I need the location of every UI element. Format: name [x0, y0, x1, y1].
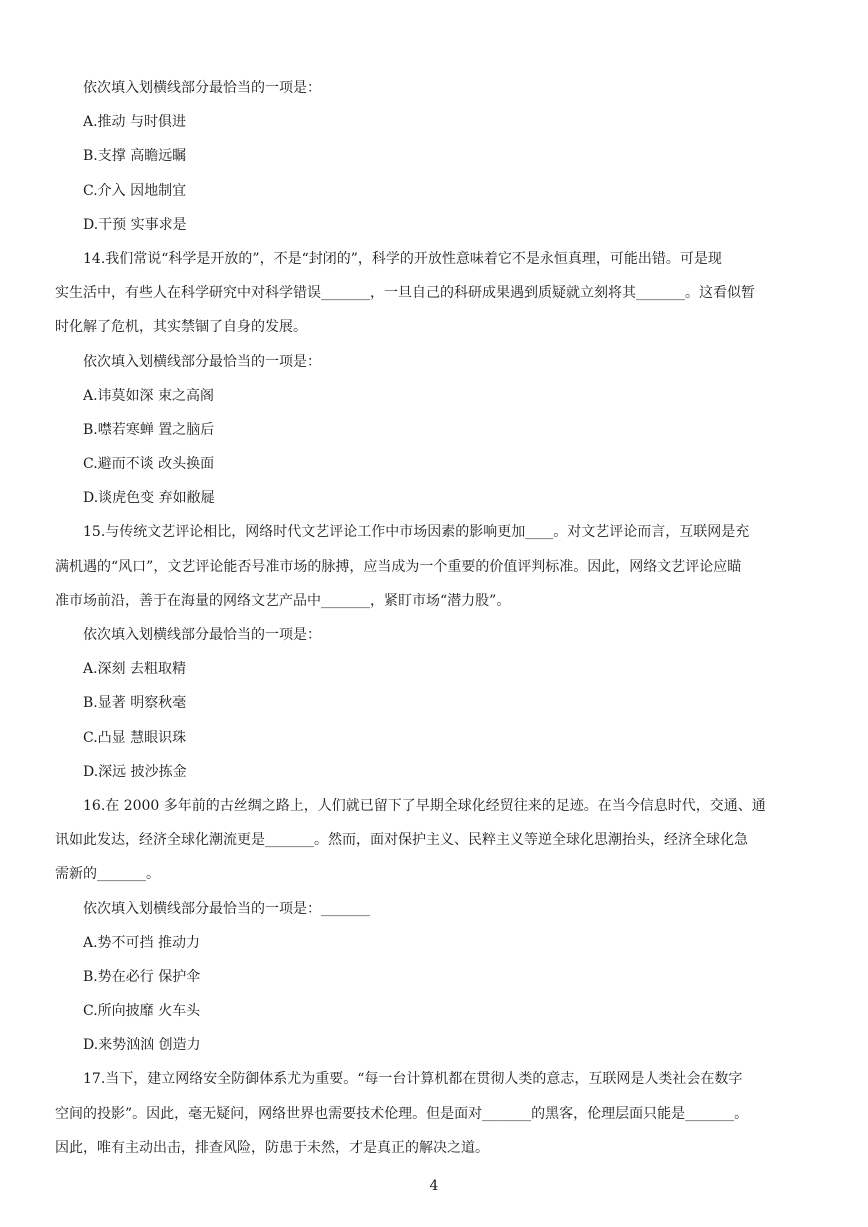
stem-line: 讯如此发达，经济全球化潮流更是_______。然而，面对保护主义、民粹主义等逆全球化思潮抬头，经济全球化急 — [55, 832, 748, 849]
option-b: B.支撑 高瞻远瞩 — [83, 148, 187, 165]
option-d: D.干预 实事求是 — [83, 216, 187, 233]
question-17 — [55, 1062, 813, 1165]
question-15 — [55, 515, 813, 789]
page-content — [55, 71, 813, 1165]
stem-line: 因此，唯有主动出击，排查风险，防患于未然，才是真正的解决之道。 — [55, 1139, 489, 1156]
option-d: D.深远 披沙拣金 — [83, 763, 187, 780]
option-c: C.介入 因地制宜 — [83, 182, 187, 199]
option-c: C.所向披靡 火车头 — [83, 1003, 201, 1020]
option-b: B.势在必行 保护伞 — [83, 968, 201, 985]
question-14 — [55, 242, 813, 516]
stem-line: 实生活中，有些人在科学研究中对科学错误_______，一旦自己的科研成果遇到质疑就立刻将其_______。这看似暂 — [55, 285, 755, 302]
option-b: B.显著 明察秋毫 — [83, 695, 187, 712]
page-number: 4 — [429, 1178, 439, 1194]
question-13-tail — [83, 71, 813, 242]
option-a: A.势不可挡 推动力 — [83, 934, 201, 951]
option-b: B.噤若寒蝉 置之脑后 — [83, 421, 215, 438]
option-c: C.避而不谈 改头换面 — [83, 456, 215, 473]
answer-prompt: 依次填入划横线部分最恰当的一项是： — [83, 80, 321, 96]
stem-line: 14.我们常说“科学是开放的”，不是“封闭的”，科学的开放性意味着它不是永恒真理，可能出错。可是现 — [83, 250, 722, 267]
stem-line: 满机遇的“风口”，文艺评论能否号准市场的脉搏，应当成为一个重要的价值评判标准。因此，网络文艺评论应瞄 — [55, 558, 742, 575]
answer-prompt: 依次填入划横线部分最恰当的一项是：_______ — [83, 900, 370, 917]
option-d: D.谈虎色变 弃如敝屣 — [83, 490, 215, 507]
question-16 — [55, 789, 813, 1063]
stem-line: 时化解了危机，其实禁锢了自身的发展。 — [55, 319, 307, 336]
answer-prompt: 依次填入划横线部分最恰当的一项是： — [83, 353, 321, 370]
answer-prompt: 依次填入划横线部分最恰当的一项是： — [83, 627, 321, 643]
option-c: C.凸显 慧眼识珠 — [83, 729, 187, 746]
question-15-stem — [55, 515, 813, 618]
stem-line: 需新的_______。 — [55, 866, 160, 883]
stem-line: 16.在 2000 多年前的古丝绸之路上，人们就已留下了早期全球化经贸往来的足迹。在当今信息时代，交通、通 — [83, 797, 766, 814]
stem-line: 15.与传统文艺评论相比，网络时代文艺评论工作中市场因素的影响更加____。对文艺评论而言，互联网是充 — [83, 524, 750, 541]
stem-line: 空间的投影”。因此，毫无疑问，网络世界也需要技术伦理。但是面对_______的黑客，伦理层面只能是_______。 — [55, 1105, 749, 1122]
option-a: A.深刻 去粗取精 — [83, 661, 187, 678]
option-d: D.来势汹汹 创造力 — [83, 1037, 201, 1054]
stem-line: 准市场前沿，善于在海量的网络文艺产品中_______，紧盯市场“潜力股”。 — [55, 592, 511, 609]
option-a: A.推动 与时俱进 — [83, 114, 187, 131]
question-14-stem — [55, 242, 813, 345]
stem-line: 17.当下，建立网络安全防御体系尤为重要。“每一台计算机都在贯彻人类的意志，互联网是人类社会在数字 — [83, 1071, 743, 1088]
option-a: A.讳莫如深 束之高阁 — [83, 387, 215, 404]
question-16-stem — [55, 789, 813, 892]
question-17-stem — [55, 1062, 813, 1165]
